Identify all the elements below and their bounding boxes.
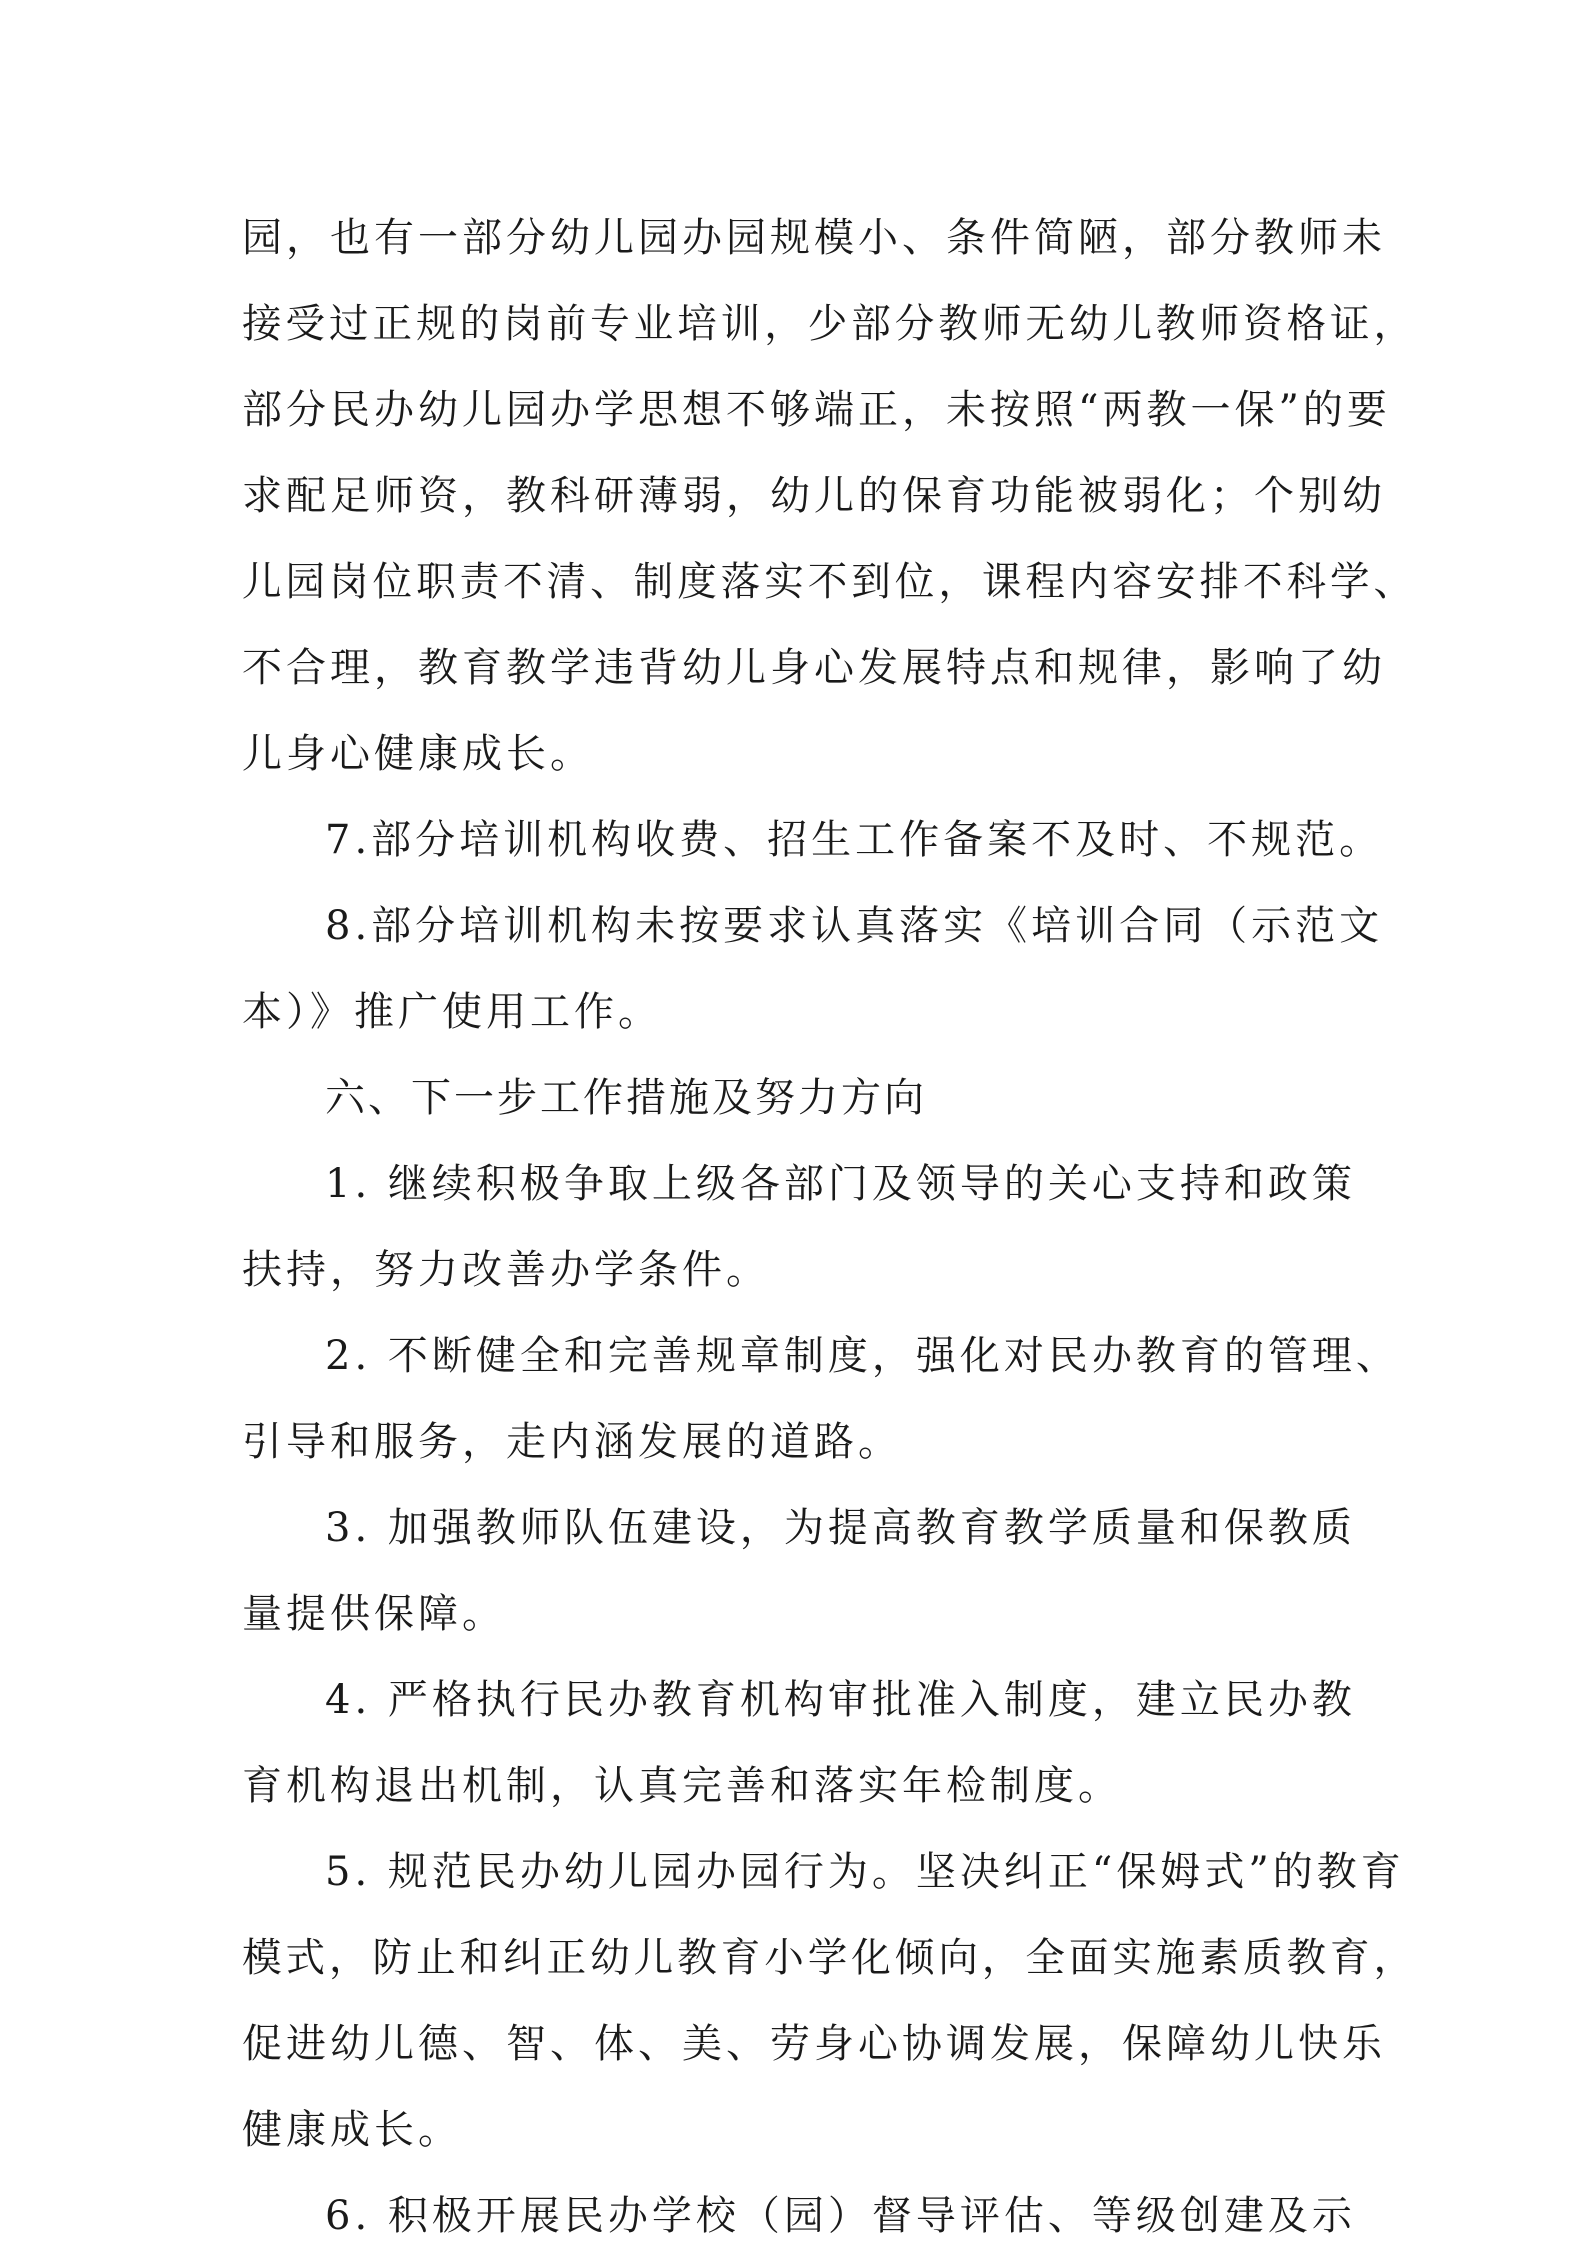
text-line: 求配足师资，教科研薄弱，幼儿的保育功能被弱化；个别幼 [242,473,1386,519]
text-line: 扶持，努力改善办学条件。 [242,1247,770,1293]
text-line: 促进幼儿德、智、体、美、劳身心协调发展，保障幼儿快乐 [242,2021,1386,2067]
text-line: 部分民办幼儿园办学思想不够端正，未按照“两教一保”的要 [242,387,1391,433]
text-line: 儿园岗位职责不清、制度落实不到位，课程内容安排不科学、 [242,559,1418,605]
section-heading: 六、下一步工作措施及努力方向 [325,1075,927,1121]
measure-item-4: 4. 严格执行民办教育机构审批准入制度，建立民办教 [325,1677,1356,1723]
measure-item-1: 1. 继续积极争取上级各部门及领导的关心支持和政策 [325,1161,1356,1207]
list-item-7: 7.部分培训机构收费、招生工作备案不及时、不规范。 [325,817,1384,863]
text-line: 健康成长。 [242,2107,462,2153]
text-line: 园，也有一部分幼儿园办园规模小、条件简陋，部分教师未 [242,215,1386,261]
measure-item-2: 2. 不断健全和完善规章制度，强化对民办教育的管理、 [325,1333,1400,1379]
text-line: 接受过正规的岗前专业培训，少部分教师无幼儿教师资格证， [242,301,1418,347]
text-line: 引导和服务，走内涵发展的道路。 [242,1419,902,1465]
measure-item-6: 6. 积极开展民办学校（园）督导评估、等级创建及示 [325,2193,1356,2239]
measure-item-5: 5. 规范民办幼儿园办园行为。坚决纠正“保姆式”的教育 [325,1849,1405,1895]
text-line: 模式，防止和纠正幼儿教育小学化倾向，全面实施素质教育， [242,1935,1418,1981]
text-line: 育机构退出机制，认真完善和落实年检制度。 [242,1763,1122,1809]
text-line: 量提供保障。 [242,1591,506,1637]
text-line: 不合理，教育教学违背幼儿身心发展特点和规律，影响了幼 [242,645,1386,691]
list-item-8: 8.部分培训机构未按要求认真落实《培训合同（示范文 [325,903,1384,949]
text-line: 本）》推广使用工作。 [242,989,662,1035]
measure-item-3: 3. 加强教师队伍建设，为提高教育教学质量和保教质 [325,1505,1356,1551]
text-line: 儿身心健康成长。 [242,731,594,777]
